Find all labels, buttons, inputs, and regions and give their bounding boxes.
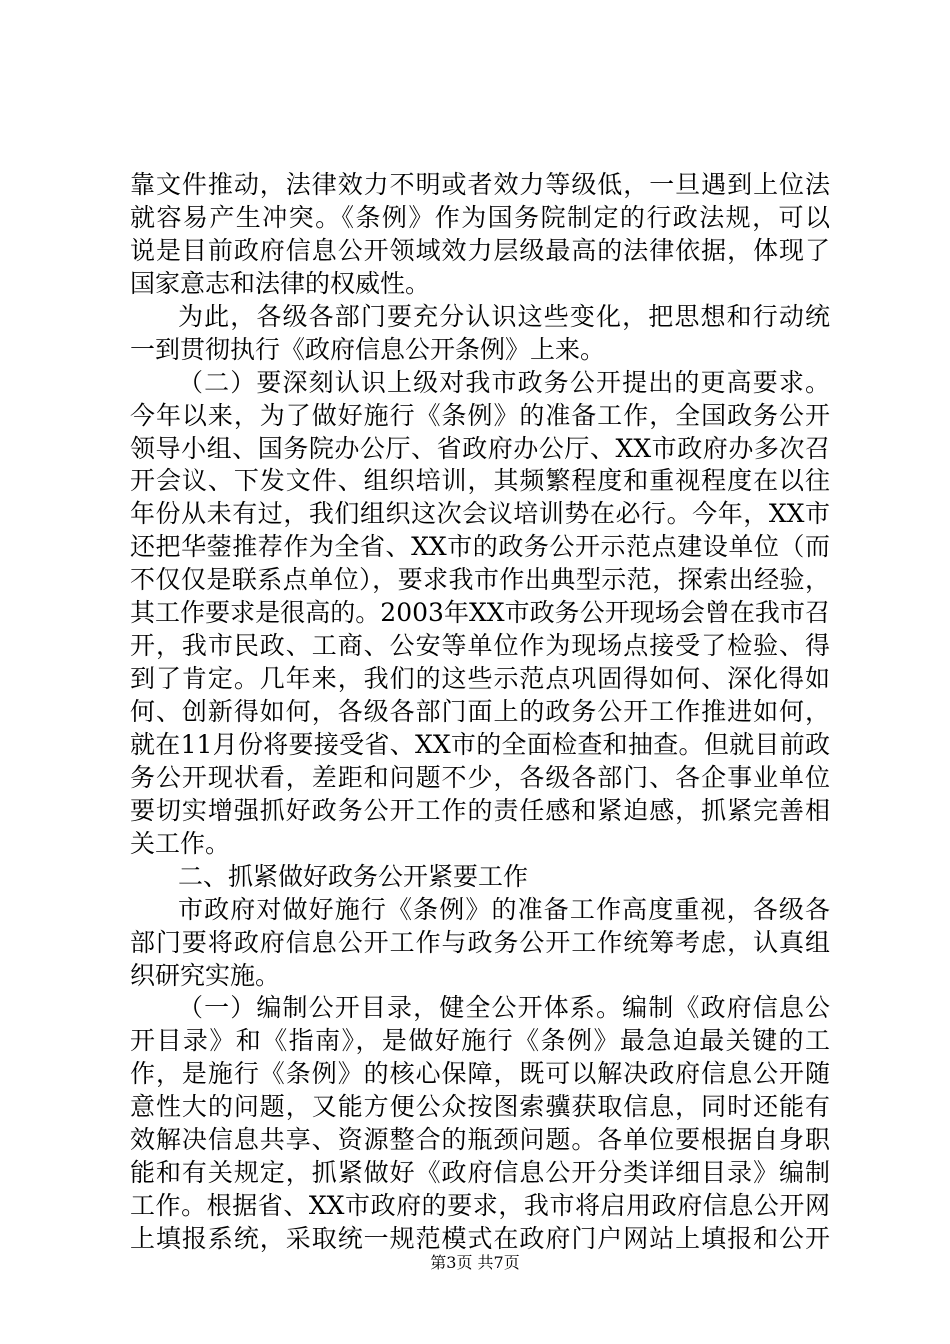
text-line: 不仅仅是联系点单位），要求我市作出典型示范，探索出经验， xyxy=(130,565,830,594)
text-line: 国家意志和法律的权威性。 xyxy=(130,269,431,298)
text-line: 上填报系统，采取统一规范模式在政府门户网站上填报和公开 xyxy=(130,1224,830,1253)
text-line: 说是目前政府信息公开领域效力层级最高的法律依据，体现了 xyxy=(130,236,830,265)
text-line: 作，是施行《条例》的核心保障，既可以解决政府信息公开随 xyxy=(130,1059,830,1088)
text-line: 务公开现状看，差距和问题不少，各级各部门、各企事业单位 xyxy=(130,763,830,792)
text-line: 一到贯彻执行《政府信息公开条例》上来。 xyxy=(130,335,606,364)
text-line: 工作。根据省、XX市政府的要求，我市将启用政府信息公开网 xyxy=(130,1191,830,1220)
text-line: 就容易产生冲突。《条例》作为国务院制定的行政法规，可以 xyxy=(130,203,830,232)
text-line: 领导小组、国务院办公厅、省政府办公厅、XX市政府办多次召 xyxy=(130,434,830,463)
text-line: 部门要将政府信息公开工作与政务公开工作统筹考虑，认真组 xyxy=(130,928,830,957)
text-line: 织研究实施。 xyxy=(130,961,281,990)
text-line: 其工作要求是很高的。2003年XX市政务公开现场会曾在我市召 xyxy=(130,598,830,627)
section-heading: （一）编制公开目录，健全公开体系。编制《政府信息公 xyxy=(178,993,830,1022)
text-line: 市政府对做好施行《条例》的准备工作高度重视，各级各 xyxy=(178,895,830,924)
text-line: 为此，各级各部门要充分认识这些变化，把思想和行动统 xyxy=(178,302,830,331)
text-line: 能和有关规定，抓紧做好《政府信息公开分类详细目录》编制 xyxy=(130,1158,830,1187)
section-heading: （二）要深刻认识上级对我市政务公开提出的更高要求。 xyxy=(178,368,830,397)
text-line: 就在11月份将要接受省、XX市的全面检查和抽查。但就目前政 xyxy=(130,730,830,759)
text-line: 何、创新得如何，各级各部门面上的政务公开工作推进如何， xyxy=(130,697,830,726)
text-line: 开会议、下发文件、组织培训，其频繁程度和重视程度在以往 xyxy=(130,466,830,495)
text-line: 意性大的问题，又能方便公众按图索骥获取信息，同时还能有 xyxy=(130,1092,830,1121)
text-line: 还把华蓥推荐作为全省、XX市的政务公开示范点建设单位（而 xyxy=(130,532,830,561)
text-line: 靠文件推动，法律效力不明或者效力等级低，一旦遇到上位法 xyxy=(130,170,830,199)
page-footer: 第3页 共7页 xyxy=(430,1253,520,1272)
text-line: 开目录》和《指南》，是做好施行《条例》最急迫最关键的工 xyxy=(130,1026,830,1055)
text-line: 关工作。 xyxy=(130,829,231,858)
section-heading: 二、抓紧做好政务公开紧要工作 xyxy=(178,862,529,891)
text-line: 到了肯定。几年来，我们的这些示范点巩固得如何、深化得如 xyxy=(130,664,830,693)
text-line: 年份从未有过，我们组织这次会议培训势在必行。今年，XX市 xyxy=(130,499,830,528)
text-line: 要切实增强抓好政务公开工作的责任感和紧迫感，抓紧完善相 xyxy=(130,796,830,825)
text-line: 开，我市民政、工商、公安等单位作为现场点接受了检验、得 xyxy=(130,631,830,660)
text-line: 今年以来，为了做好施行《条例》的准备工作，全国政务公开 xyxy=(130,401,830,430)
text-line: 效解决信息共享、资源整合的瓶颈问题。各单位要根据自身职 xyxy=(130,1125,830,1154)
